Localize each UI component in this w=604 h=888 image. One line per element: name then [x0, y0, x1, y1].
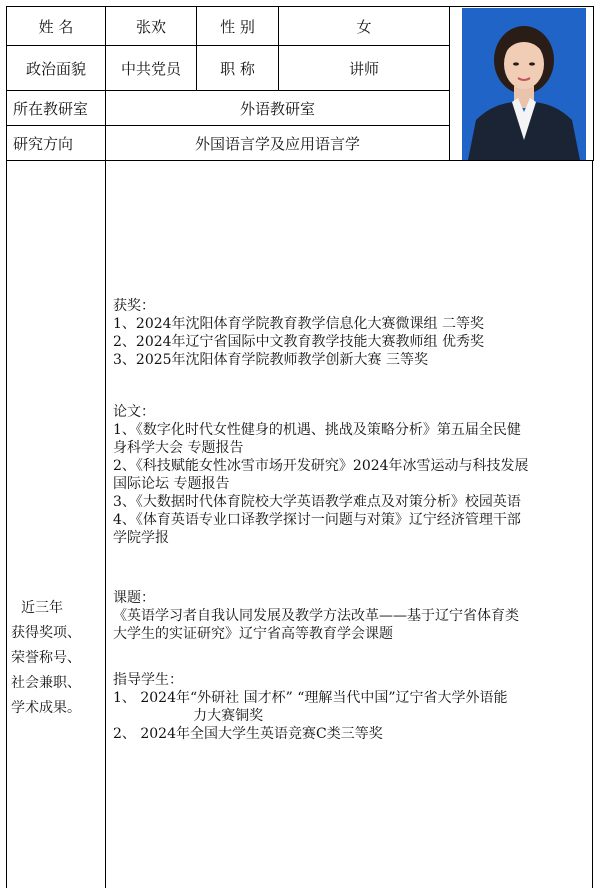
- student-item: 1、 2024年“外研社 国才杯” “理解当代中国”辽宁省大学外语能: [113, 690, 508, 706]
- research-label: 研究方向: [6, 125, 106, 161]
- paper-item: 3、《大数据时代体育院校大学英语教学难点及对策分析》校园英语: [113, 494, 521, 510]
- papers-heading: 论文：: [113, 404, 155, 420]
- awards-section: [113, 297, 591, 369]
- gender-label: 性 别: [196, 6, 279, 46]
- side-label-line: 学术成果。: [11, 700, 81, 716]
- awards-heading: 获奖：: [113, 298, 155, 314]
- side-label-line: 荣誉称号、: [11, 650, 81, 666]
- political-label: 政治面貌: [6, 45, 106, 91]
- award-item: 3、2025年沈阳体育学院教师教学创新大赛 三等奖: [113, 352, 428, 368]
- title-value: 讲师: [278, 45, 450, 91]
- achievements-content-cell: [105, 160, 593, 888]
- dept-value: 外语教研室: [105, 90, 450, 126]
- name-value: 张欢: [105, 6, 197, 46]
- side-label-line: 获得奖项、: [11, 625, 81, 641]
- paper-item: 身科学大会 专题报告: [113, 440, 244, 456]
- student-item: 2、 2024年全国大学生英语竞赛C类三等奖: [113, 726, 383, 742]
- side-label-line: 社会兼职、: [11, 675, 81, 691]
- award-item: 1、2024年沈阳体育学院教育教学信息化大赛微课组 二等奖: [113, 316, 484, 332]
- political-value: 中共党员: [105, 45, 197, 91]
- portrait-photo: [462, 8, 586, 160]
- paper-item: 4、《体育英语专业口译教学探讨一问题与对策》辽宁经济管理干部: [113, 512, 521, 528]
- project-heading: 课题：: [113, 590, 155, 606]
- gender-value: 女: [278, 6, 450, 46]
- paper-item: 学院学报: [113, 530, 169, 546]
- students-heading: 指导学生：: [113, 672, 183, 688]
- paper-item: 国际论坛 专题报告: [113, 476, 230, 492]
- paper-item: 1、《数字化时代女性健身的机遇、挑战及策略分析》第五届全民健: [113, 422, 521, 438]
- project-item: 大学生的实证研究》辽宁省高等教育学会课题: [113, 626, 393, 642]
- student-item: 力大赛铜奖: [113, 708, 264, 724]
- papers-section: [113, 403, 591, 547]
- side-label-line: 近三年: [21, 600, 63, 616]
- students-section: [113, 671, 591, 743]
- project-item: 《英语学习者自我认同发展及教学方法改革——基于辽宁省体育类: [113, 608, 519, 624]
- title-label: 职 称: [196, 45, 279, 91]
- achievements-label: [11, 596, 81, 721]
- name-label: 姓 名: [6, 6, 106, 46]
- research-value: 外国语言学及应用语言学: [105, 125, 450, 161]
- paper-item: 2、《科技赋能女性冰雪市场开发研究》2024年冰雪运动与科技发展: [113, 458, 529, 474]
- achievements-label-cell: [6, 160, 106, 888]
- project-section: [113, 589, 591, 643]
- award-item: 2、2024年辽宁省国际中文教育教学技能大赛教师组 优秀奖: [113, 334, 484, 350]
- dept-label: 所在教研室: [6, 90, 106, 126]
